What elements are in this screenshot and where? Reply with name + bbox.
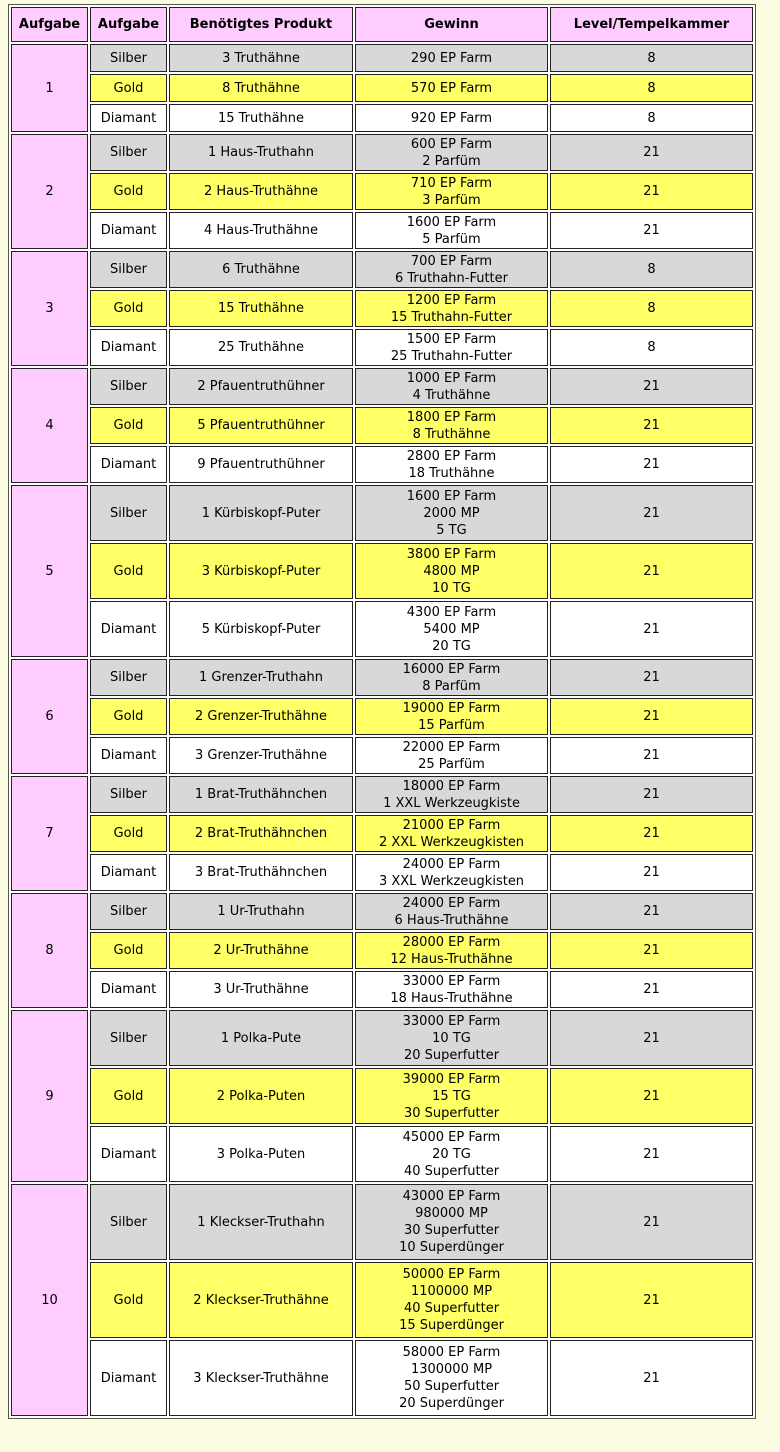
header-product: Benötigtes Produkt (169, 7, 353, 42)
reward-line: 43000 EP Farm (402, 1189, 501, 1204)
task-tier-cell: Diamant (90, 601, 167, 657)
task-number: 6 (11, 659, 88, 774)
required-product-cell: 1 Polka-Pute (169, 1010, 353, 1066)
required-product-cell: 1 Brat-Truthähnchen (169, 776, 353, 813)
reward-cell (355, 251, 548, 288)
reward-cell (355, 173, 548, 210)
task-tier-cell: Silber (90, 659, 167, 696)
table-row (11, 368, 753, 405)
required-product-cell: 8 Truthähne (169, 74, 353, 102)
level-cell: 21 (550, 932, 753, 969)
reward-line: 20 Superdünger (399, 1396, 504, 1411)
required-product-cell: 3 Kürbiskopf-Puter (169, 543, 353, 599)
required-product-cell: 25 Truthähne (169, 329, 353, 366)
task-tier-cell: Silber (90, 134, 167, 171)
reward-line: 18000 EP Farm (402, 778, 501, 794)
required-product-cell: 2 Pfauentruthühner (169, 368, 353, 405)
level-cell: 21 (550, 698, 753, 735)
task-tier-cell: Gold (90, 1068, 167, 1124)
task-number: 4 (11, 368, 88, 483)
reward-cell (355, 1184, 548, 1260)
reward-cell (355, 74, 548, 102)
reward-cell (355, 737, 548, 774)
table-row (11, 854, 753, 891)
table-row (11, 971, 753, 1008)
reward-line: 40 Superfutter (403, 1301, 500, 1316)
level-cell: 21 (550, 212, 753, 249)
reward-line: 45000 EP Farm (402, 1129, 501, 1145)
task-tier-cell: Gold (90, 290, 167, 327)
reward-line: 18 Truthähne (408, 465, 495, 481)
level-cell: 21 (550, 659, 753, 696)
table-row (11, 815, 753, 852)
required-product-cell: 3 Grenzer-Truthähne (169, 737, 353, 774)
reward-line: 28000 EP Farm (402, 934, 501, 950)
reward-cell (355, 329, 548, 366)
reward-line: 20 Superfutter (403, 1047, 500, 1063)
reward-cell (355, 104, 548, 132)
reward-line: 16000 EP Farm (402, 661, 501, 677)
reward-line: 30 Superfutter (403, 1223, 500, 1238)
task-number: 1 (11, 44, 88, 132)
table-row (11, 1126, 753, 1182)
reward-line: 10 Superdünger (399, 1240, 504, 1255)
task-tier-cell: Diamant (90, 329, 167, 366)
reward-cell (355, 932, 548, 969)
reward-line: 1500 EP Farm (406, 331, 497, 347)
required-product-cell: 5 Kürbiskopf-Puter (169, 601, 353, 657)
reward-line: 5400 MP (423, 621, 480, 637)
reward-line: 15 TG (432, 1088, 471, 1104)
table-row (11, 1340, 753, 1416)
reward-line: 20 TG (432, 638, 471, 654)
task-number: 7 (11, 776, 88, 891)
required-product-cell: 2 Kleckser-Truthähne (169, 1262, 353, 1338)
table-row (11, 485, 753, 541)
reward-cell (355, 212, 548, 249)
table-row (11, 104, 753, 132)
task-tier-cell: Diamant (90, 104, 167, 132)
level-cell: 21 (550, 1262, 753, 1338)
reward-line: 15 Superdünger (399, 1318, 504, 1333)
reward-line: 50000 EP Farm (402, 1267, 501, 1282)
reward-line: 4800 MP (423, 563, 480, 579)
task-tier-cell: Diamant (90, 1340, 167, 1416)
header-level: Level/Tempelkammer (550, 7, 753, 42)
table-body (11, 44, 753, 1416)
reward-cell (355, 1068, 548, 1124)
required-product-cell: 6 Truthähne (169, 251, 353, 288)
level-cell: 21 (550, 134, 753, 171)
reward-line: 5 Parfüm (422, 231, 481, 247)
reward-cell (355, 485, 548, 541)
table-row (11, 543, 753, 599)
reward-line: 1 XXL Werkzeugkiste (383, 795, 520, 811)
reward-cell (355, 971, 548, 1008)
reward-line: 2 Parfüm (422, 153, 481, 169)
reward-line: 8 Truthähne (412, 426, 491, 442)
table-row (11, 776, 753, 813)
required-product-cell: 3 Truthähne (169, 44, 353, 72)
reward-line: 570 EP Farm (410, 80, 493, 96)
reward-line: 290 EP Farm (410, 50, 493, 66)
reward-line: 12 Haus-Truthähne (390, 951, 513, 967)
reward-line: 33000 EP Farm (402, 973, 501, 989)
reward-cell (355, 543, 548, 599)
task-tier-cell: Diamant (90, 854, 167, 891)
required-product-cell: 3 Kleckser-Truthähne (169, 1340, 353, 1416)
task-tier-cell: Silber (90, 44, 167, 72)
reward-line: 6 Haus-Truthähne (394, 912, 509, 928)
level-cell: 21 (550, 368, 753, 405)
task-tier-cell: Gold (90, 815, 167, 852)
task-tier-cell: Gold (90, 1262, 167, 1338)
reward-cell (355, 368, 548, 405)
reward-line: 19000 EP Farm (402, 700, 501, 716)
task-tier-cell: Silber (90, 368, 167, 405)
level-cell: 21 (550, 971, 753, 1008)
reward-line: 30 Superfutter (403, 1105, 500, 1121)
level-cell: 8 (550, 104, 753, 132)
required-product-cell: 4 Haus-Truthähne (169, 212, 353, 249)
level-cell: 8 (550, 44, 753, 72)
reward-cell (355, 698, 548, 735)
task-tier-cell: Silber (90, 776, 167, 813)
reward-line: 10 TG (432, 1030, 471, 1046)
level-cell: 21 (550, 737, 753, 774)
required-product-cell: 1 Haus-Truthahn (169, 134, 353, 171)
reward-line: 1600 EP Farm (406, 488, 497, 504)
reward-line: 1600 EP Farm (406, 214, 497, 230)
reward-line: 8 Parfüm (422, 678, 481, 694)
table-row (11, 44, 753, 72)
reward-line: 1200 EP Farm (406, 292, 497, 308)
task-tier-cell: Diamant (90, 1126, 167, 1182)
reward-cell (355, 134, 548, 171)
task-tier-cell: Gold (90, 543, 167, 599)
reward-line: 710 EP Farm (410, 175, 493, 191)
reward-cell (355, 1262, 548, 1338)
level-cell: 21 (550, 485, 753, 541)
required-product-cell: 2 Grenzer-Truthähne (169, 698, 353, 735)
level-cell: 21 (550, 601, 753, 657)
table-row (11, 1184, 753, 1260)
task-tier-cell: Silber (90, 1184, 167, 1260)
quest-table (8, 4, 756, 1419)
level-cell: 8 (550, 74, 753, 102)
required-product-cell: 2 Haus-Truthähne (169, 173, 353, 210)
required-product-cell: 3 Ur-Truthähne (169, 971, 353, 1008)
reward-line: 18 Haus-Truthähne (390, 990, 513, 1006)
required-product-cell: 2 Brat-Truthähnchen (169, 815, 353, 852)
header-task-tier: Aufgabe (90, 7, 167, 42)
table-row (11, 1068, 753, 1124)
task-tier-cell: Silber (90, 893, 167, 930)
reward-cell (355, 1340, 548, 1416)
task-tier-cell: Diamant (90, 212, 167, 249)
table-row (11, 74, 753, 102)
reward-cell (355, 290, 548, 327)
reward-line: 15 Parfüm (418, 717, 485, 733)
table-row (11, 251, 753, 288)
reward-line: 5 TG (436, 522, 467, 538)
reward-cell (355, 1010, 548, 1066)
reward-line: 22000 EP Farm (402, 739, 501, 755)
reward-line: 21000 EP Farm (402, 817, 501, 833)
reward-line: 15 Truthahn-Futter (390, 309, 513, 325)
task-tier-cell: Diamant (90, 446, 167, 483)
required-product-cell: 3 Brat-Truthähnchen (169, 854, 353, 891)
reward-line: 24000 EP Farm (402, 856, 501, 872)
level-cell: 21 (550, 854, 753, 891)
level-cell: 21 (550, 446, 753, 483)
reward-cell (355, 854, 548, 891)
reward-line: 2000 MP (423, 505, 480, 521)
table-row (11, 329, 753, 366)
reward-line: 25 Truthahn-Futter (390, 348, 513, 364)
table-row (11, 290, 753, 327)
reward-line: 25 Parfüm (418, 756, 485, 772)
level-cell: 21 (550, 407, 753, 444)
level-cell: 8 (550, 329, 753, 366)
level-cell: 21 (550, 776, 753, 813)
required-product-cell: 2 Polka-Puten (169, 1068, 353, 1124)
task-tier-cell: Silber (90, 251, 167, 288)
header-task-number: Aufgabe (11, 7, 88, 42)
required-product-cell: 3 Polka-Puten (169, 1126, 353, 1182)
table-row (11, 601, 753, 657)
required-product-cell: 1 Grenzer-Truthahn (169, 659, 353, 696)
task-tier-cell: Gold (90, 698, 167, 735)
reward-cell (355, 44, 548, 72)
table-row (11, 1010, 753, 1066)
table-row (11, 932, 753, 969)
level-cell: 8 (550, 251, 753, 288)
reward-cell (355, 893, 548, 930)
reward-line: 3 XXL Werkzeugkisten (378, 873, 525, 889)
task-tier-cell: Silber (90, 485, 167, 541)
level-cell: 8 (550, 290, 753, 327)
required-product-cell: 15 Truthähne (169, 290, 353, 327)
table-row (11, 1262, 753, 1338)
task-tier-cell: Silber (90, 1010, 167, 1066)
reward-line: 600 EP Farm (410, 136, 493, 152)
reward-line: 700 EP Farm (410, 253, 493, 269)
reward-line: 1100000 MP (410, 1284, 493, 1299)
table-row (11, 446, 753, 483)
reward-line: 1300000 MP (410, 1362, 493, 1377)
task-number: 8 (11, 893, 88, 1008)
required-product-cell: 5 Pfauentruthühner (169, 407, 353, 444)
table-row (11, 212, 753, 249)
reward-cell (355, 407, 548, 444)
reward-line: 6 Truthahn-Futter (394, 270, 509, 286)
task-tier-cell: Gold (90, 932, 167, 969)
table-row (11, 893, 753, 930)
reward-line: 10 TG (432, 580, 471, 596)
reward-cell (355, 446, 548, 483)
level-cell: 21 (550, 1068, 753, 1124)
task-number: 3 (11, 251, 88, 366)
required-product-cell: 1 Ur-Truthahn (169, 893, 353, 930)
task-number: 10 (11, 1184, 88, 1416)
reward-cell (355, 659, 548, 696)
task-tier-cell: Gold (90, 74, 167, 102)
required-product-cell: 9 Pfauentruthühner (169, 446, 353, 483)
task-tier-cell: Diamant (90, 737, 167, 774)
reward-line: 3 Parfüm (422, 192, 481, 208)
table-row (11, 737, 753, 774)
task-tier-cell: Diamant (90, 971, 167, 1008)
reward-cell (355, 601, 548, 657)
reward-line: 24000 EP Farm (402, 895, 501, 911)
reward-line: 4 Truthähne (412, 387, 491, 403)
reward-line: 40 Superfutter (403, 1163, 500, 1179)
reward-line: 980000 MP (415, 1206, 488, 1221)
table-row (11, 134, 753, 171)
header-row (11, 7, 753, 42)
required-product-cell: 2 Ur-Truthähne (169, 932, 353, 969)
level-cell: 21 (550, 543, 753, 599)
level-cell: 21 (550, 173, 753, 210)
reward-line: 2 XXL Werkzeugkisten (378, 834, 525, 850)
required-product-cell: 15 Truthähne (169, 104, 353, 132)
level-cell: 21 (550, 1010, 753, 1066)
level-cell: 21 (550, 893, 753, 930)
reward-line: 3800 EP Farm (406, 546, 497, 562)
reward-cell (355, 815, 548, 852)
reward-line: 920 EP Farm (410, 110, 493, 126)
header-reward: Gewinn (355, 7, 548, 42)
reward-line: 58000 EP Farm (402, 1345, 501, 1360)
task-number: 2 (11, 134, 88, 249)
level-cell: 21 (550, 1184, 753, 1260)
table-row (11, 407, 753, 444)
reward-line: 1000 EP Farm (406, 370, 497, 386)
reward-line: 2800 EP Farm (406, 448, 497, 464)
level-cell: 21 (550, 815, 753, 852)
task-number: 9 (11, 1010, 88, 1182)
reward-line: 1800 EP Farm (406, 409, 497, 425)
reward-line: 39000 EP Farm (402, 1071, 501, 1087)
task-number: 5 (11, 485, 88, 657)
task-tier-cell: Gold (90, 173, 167, 210)
reward-line: 4300 EP Farm (406, 604, 497, 620)
table-row (11, 659, 753, 696)
task-tier-cell: Gold (90, 407, 167, 444)
table-row (11, 698, 753, 735)
reward-line: 33000 EP Farm (402, 1013, 501, 1029)
table-row (11, 173, 753, 210)
reward-line: 50 Superfutter (403, 1379, 500, 1394)
level-cell: 21 (550, 1126, 753, 1182)
reward-cell (355, 1126, 548, 1182)
level-cell: 21 (550, 1340, 753, 1416)
required-product-cell: 1 Kürbiskopf-Puter (169, 485, 353, 541)
reward-line: 20 TG (432, 1146, 471, 1162)
reward-cell (355, 776, 548, 813)
required-product-cell: 1 Kleckser-Truthahn (169, 1184, 353, 1260)
